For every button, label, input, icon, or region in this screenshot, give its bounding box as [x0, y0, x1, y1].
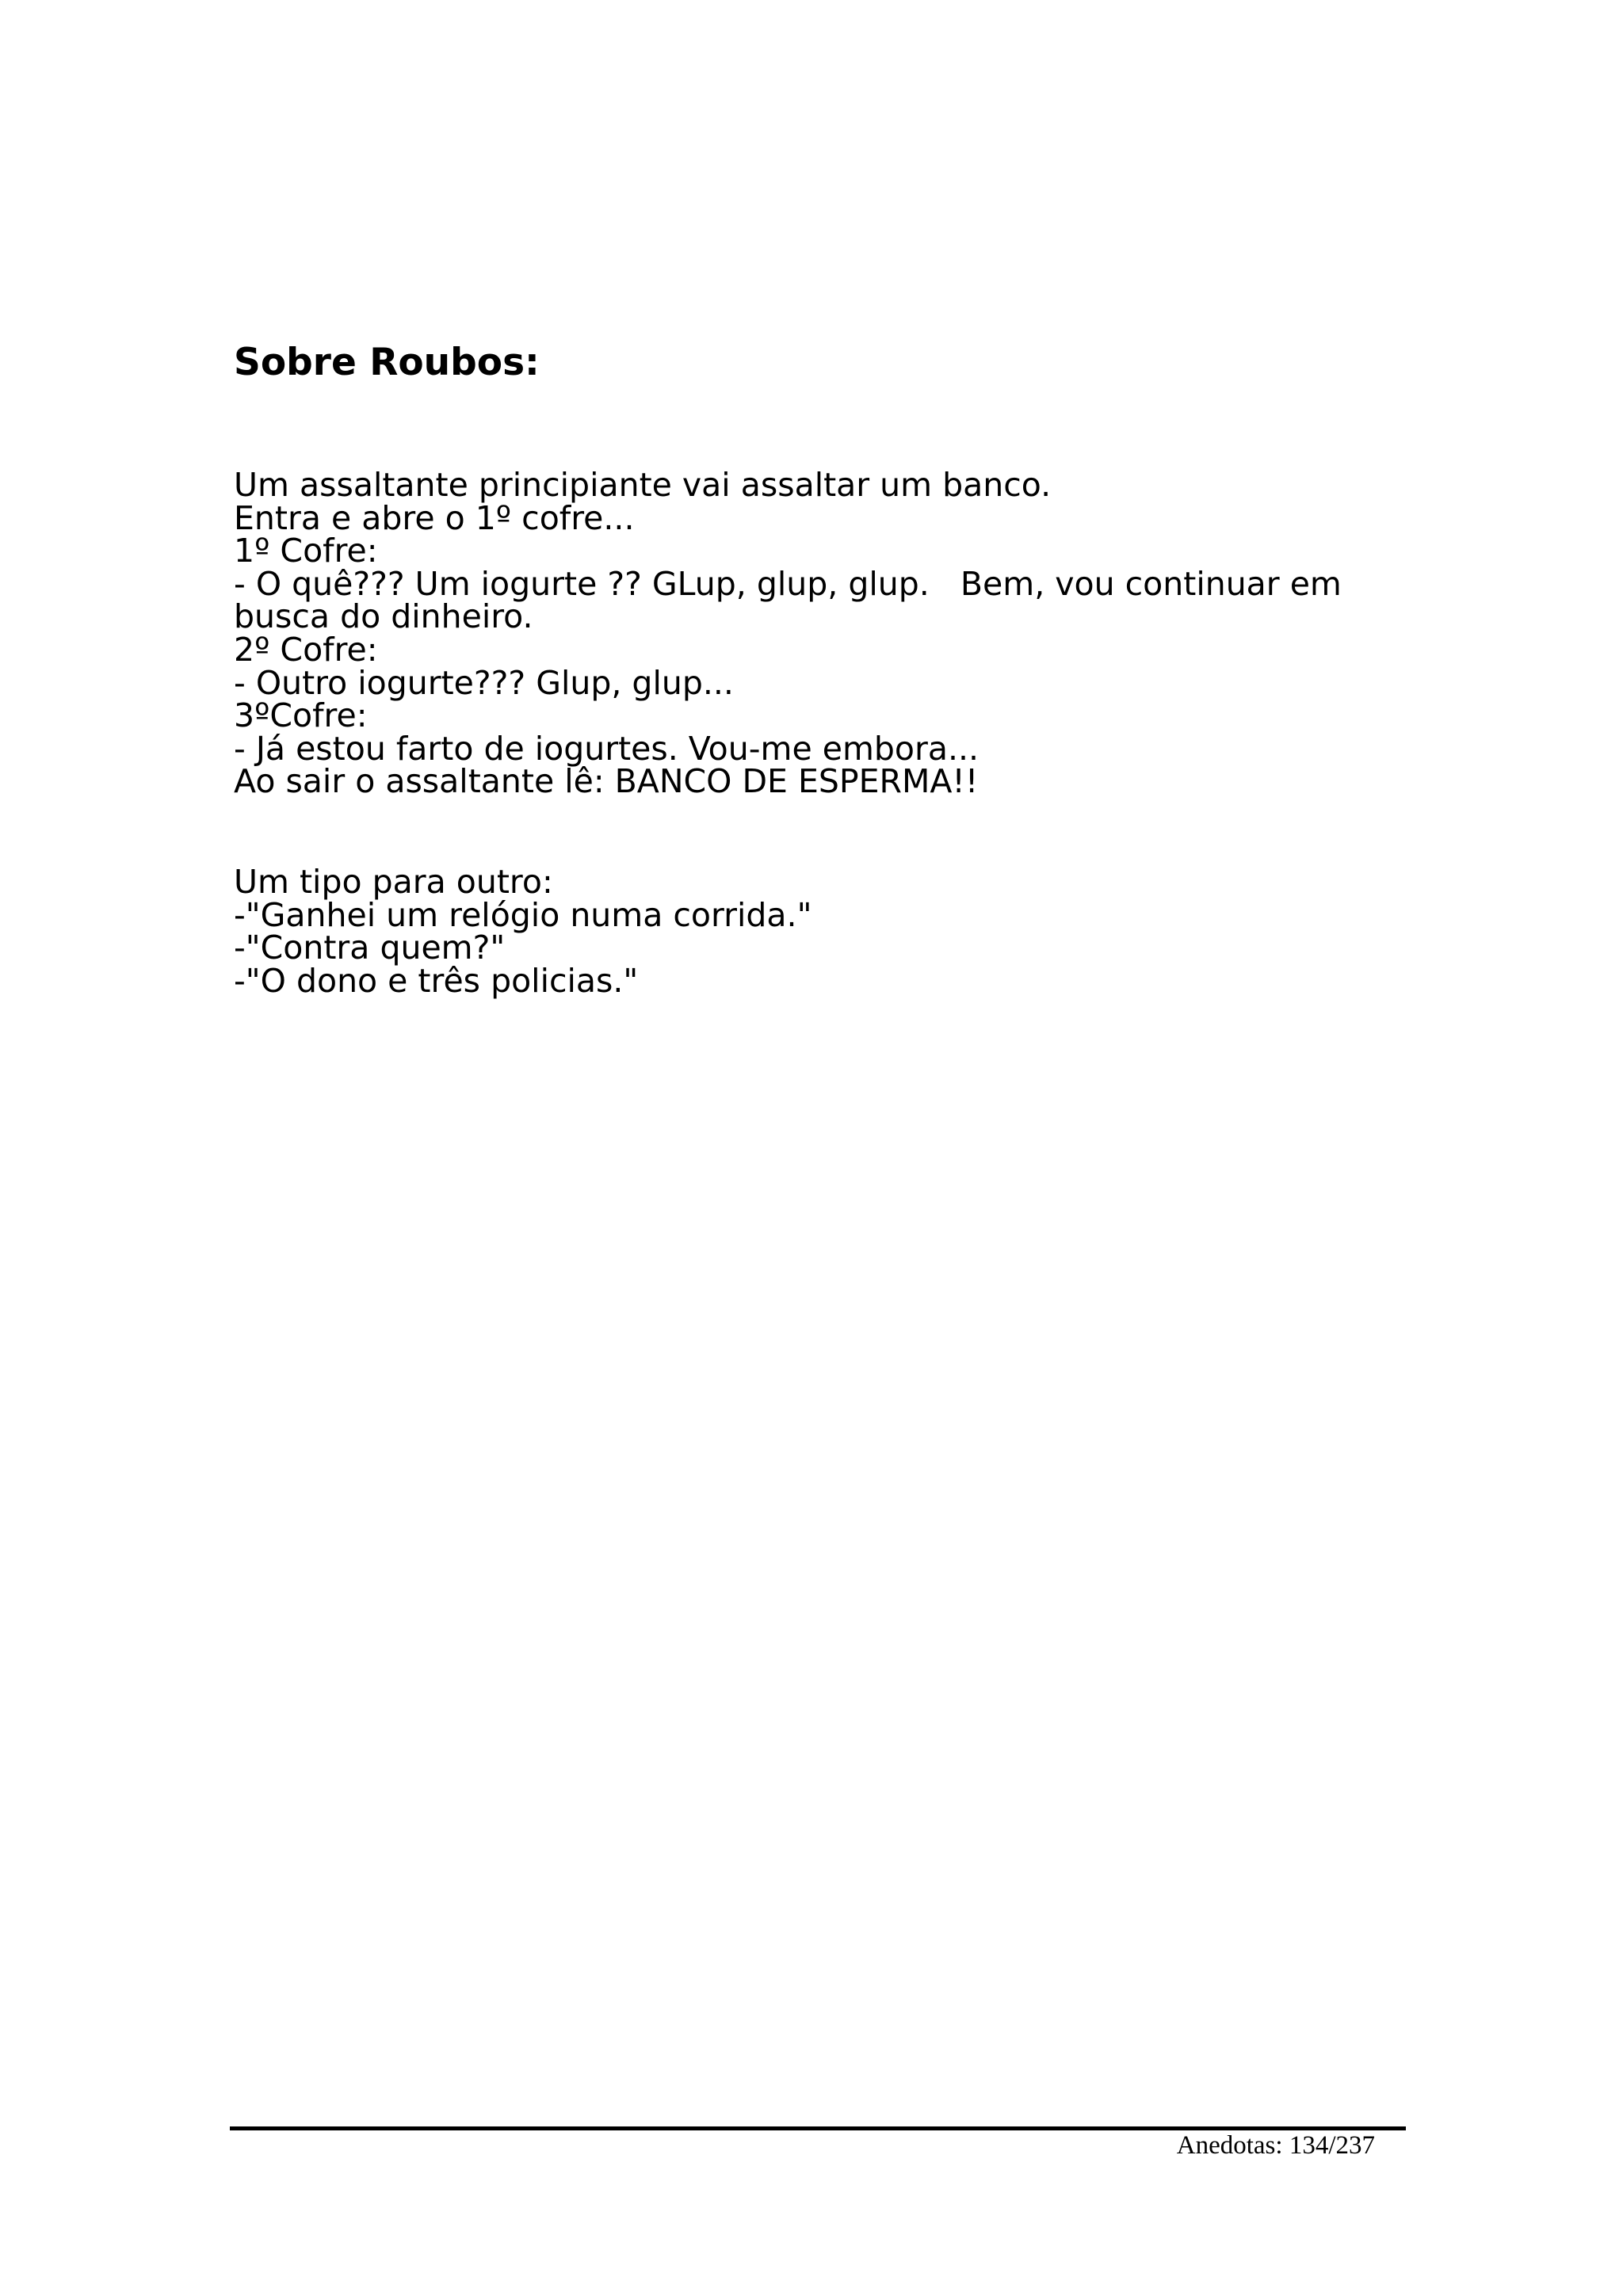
- joke-line: - Já estou farto de iogurtes. Vou-me embora...: [234, 729, 980, 768]
- joke-line: - Outro iogurte??? Glup, glup...: [234, 663, 734, 702]
- joke-line: - O quê??? Um iogurte ?? GLup, glup, glup. Bem, vou continuar em busca do dinheiro.: [234, 564, 1352, 636]
- joke-line: Um tipo para outro:: [234, 863, 553, 901]
- joke-block: [234, 466, 1407, 801]
- joke-line: -"O dono e três policias.": [234, 961, 639, 1000]
- joke-line: Um assaltante principiante vai assaltar um banco.: [234, 466, 1052, 504]
- joke-line: -"Ganhei um relógio numa corrida.": [234, 895, 812, 934]
- page-number: Anedotas: 134/237: [1176, 2131, 1375, 2160]
- page-title: Sobre Roubos:: [234, 341, 540, 384]
- joke-line: 1º Cofre:: [234, 532, 378, 570]
- joke-line: 3ºCofre:: [234, 696, 368, 735]
- joke-line: 2º Cofre:: [234, 630, 378, 669]
- joke-line: Ao sair o assaltante lê: BANCO DE ESPERMA!!: [234, 762, 979, 801]
- joke-line: -"Contra quem?": [234, 929, 506, 967]
- joke-line: Entra e abre o 1º cofre...: [234, 498, 635, 537]
- joke-block: [234, 863, 1407, 1000]
